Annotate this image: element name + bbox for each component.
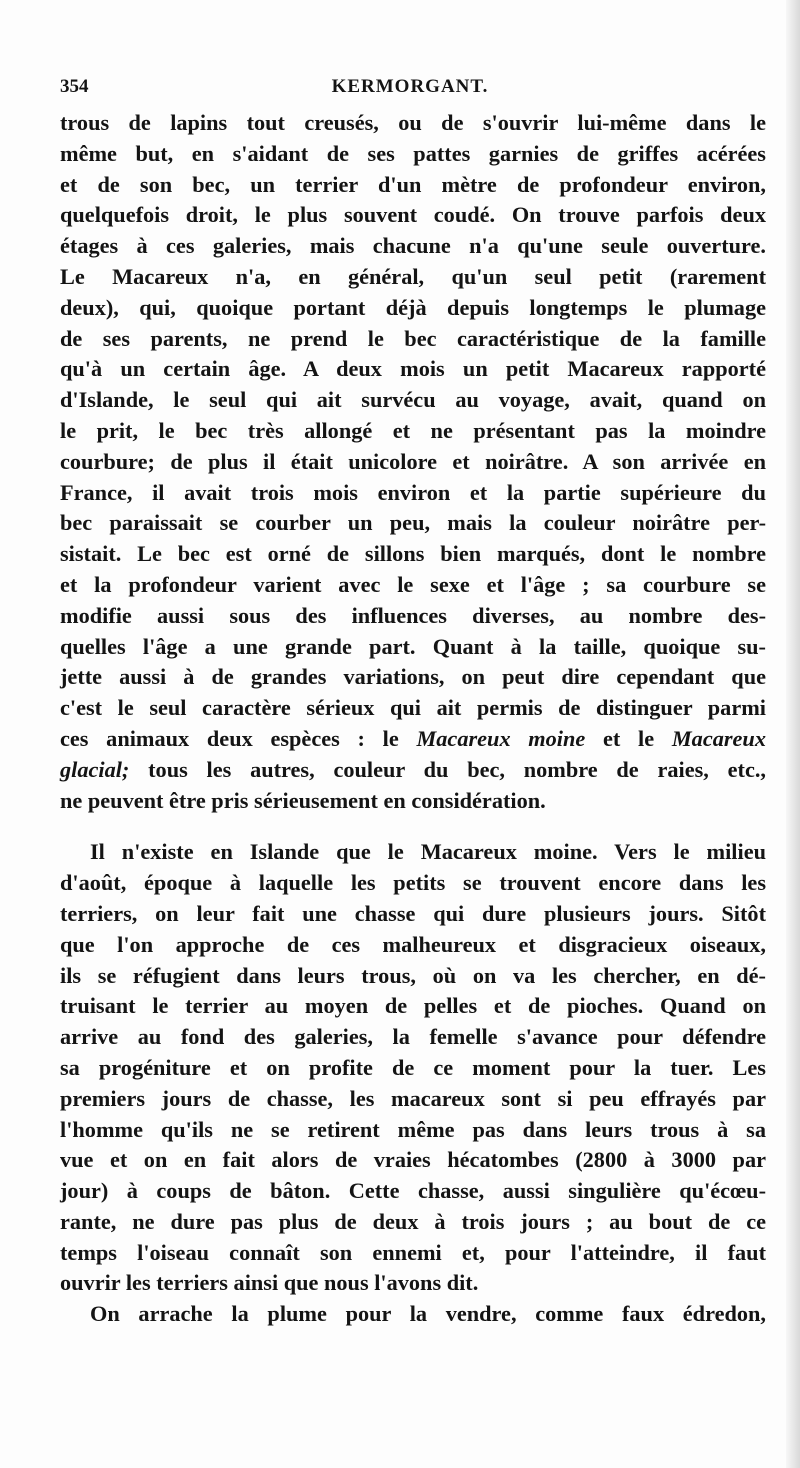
- text-line: arrive au fond des galeries, la femelle s'avance pour défendre: [60, 1024, 766, 1050]
- text-line: et la profondeur varient avec le sexe et l'âge ; sa courbure se: [60, 571, 766, 597]
- text-line: On arrache la plume pour la vendre, comme faux édredon,: [90, 1301, 766, 1327]
- text-line: France, il avait trois mois environ et la partie supérieure du: [60, 479, 766, 505]
- text-line: ne peuvent être pris sérieusement en considération.: [60, 787, 546, 813]
- paragraph-3: [60, 1299, 766, 1330]
- page-number: 354: [60, 76, 89, 97]
- paragraph-1: [60, 108, 766, 816]
- species-name: Macareux moine: [416, 725, 586, 751]
- text-run: ces animaux deux espèces : le: [60, 725, 417, 751]
- species-name: Macareux: [671, 725, 766, 751]
- text-line: même but, en s'aidant de ses pattes garnies de griffes acérées: [60, 140, 766, 166]
- text-line: sa progéniture et on profite de ce moment pour la tuer. Les: [60, 1054, 766, 1080]
- text-line: bec paraissait se courber un peu, mais la couleur noirâtre per-: [60, 510, 766, 536]
- text-line: trous de lapins tout creusés, ou de s'ouvrir lui-même dans le: [60, 110, 766, 135]
- text-line: jour) à coups de bâton. Cette chasse, aussi singulière qu'écœu-: [60, 1178, 766, 1204]
- page-header: [60, 72, 760, 106]
- text-run: tous les autres, couleur du bec, nombre de raies, etc.,: [129, 756, 766, 782]
- text-line: l'homme qu'ils ne se retirent même pas dans leurs trous à sa: [60, 1116, 766, 1142]
- text-line: rante, ne dure pas plus de deux à trois jours ; au bout de ce: [60, 1208, 766, 1234]
- text-line: ils se réfugient dans leurs trous, où on va les chercher, en dé-: [60, 962, 766, 988]
- text-line: deux), qui, quoique portant déjà depuis longtemps le plumage: [60, 294, 766, 320]
- text-line: courbure; de plus il était unicolore et noirâtre. A son arrivée en: [60, 448, 766, 474]
- paragraph-2: [60, 837, 766, 1299]
- text-line: qu'à un certain âge. A deux mois un petit Macareux rapporté: [60, 356, 766, 382]
- text-line: vue et on en fait alors de vraies hécatombes (2800 à 3000 par: [60, 1147, 766, 1173]
- page-edge-shadow: [786, 0, 800, 1468]
- text-line: que l'on approche de ces malheureux et disgracieux oiseaux,: [60, 931, 766, 957]
- text-line: sistait. Le bec est orné de sillons bien marqués, dont le nombre: [60, 541, 766, 567]
- text-line: Il n'existe en Islande que le Macareux moine. Vers le milieu: [90, 839, 766, 865]
- running-head: KERMORGANT.: [331, 76, 489, 97]
- text-line: jette aussi à de grandes variations, on peut dire cependant que: [60, 664, 766, 690]
- text-line: d'Islande, le seul qui ait survécu au voyage, avait, quand on: [60, 387, 766, 413]
- text-line: truisant le terrier au moyen de pelles et de pioches. Quand on: [60, 993, 766, 1019]
- text-line: terriers, on leur fait une chasse qui dure plusieurs jours. Sitôt: [60, 900, 766, 926]
- text-line: de ses parents, ne prend le bec caractéristique de la famille: [60, 325, 766, 351]
- text-line: modifie aussi sous des influences diverses, au nombre des-: [60, 602, 766, 628]
- text-line: c'est le seul caractère sérieux qui ait permis de distinguer parmi: [60, 695, 766, 721]
- text-line-species: [60, 724, 766, 755]
- text-line: ouvrir les terriers ainsi que nous l'avons dit.: [60, 1270, 479, 1296]
- text-line: quelles l'âge a une grande part. Quant à la taille, quoique su-: [60, 633, 766, 659]
- text-run: et le: [585, 725, 672, 751]
- text-line: étages à ces galeries, mais chacune n'a qu'une seule ouverture.: [60, 233, 766, 259]
- text-line-species: [60, 755, 766, 786]
- body-text: [60, 108, 766, 1330]
- text-line: premiers jours de chasse, les macareux sont si peu effrayés par: [60, 1085, 766, 1111]
- text-line: temps l'oiseau connaît son ennemi et, pour l'atteindre, il faut: [60, 1239, 766, 1265]
- paragraph-gap: [60, 816, 766, 837]
- text-line: d'août, époque à laquelle les petits se trouvent encore dans les: [60, 870, 766, 896]
- text-line: Le Macareux n'a, en général, qu'un seul petit (rarement: [60, 263, 766, 289]
- species-name: glacial;: [60, 756, 130, 782]
- text-line: le prit, le bec très allongé et ne présentant pas la moindre: [60, 417, 766, 443]
- text-line: et de son bec, un terrier d'un mètre de profondeur environ,: [60, 171, 766, 197]
- text-line: quelquefois droit, le plus souvent coudé. On trouve parfois deux: [60, 202, 766, 228]
